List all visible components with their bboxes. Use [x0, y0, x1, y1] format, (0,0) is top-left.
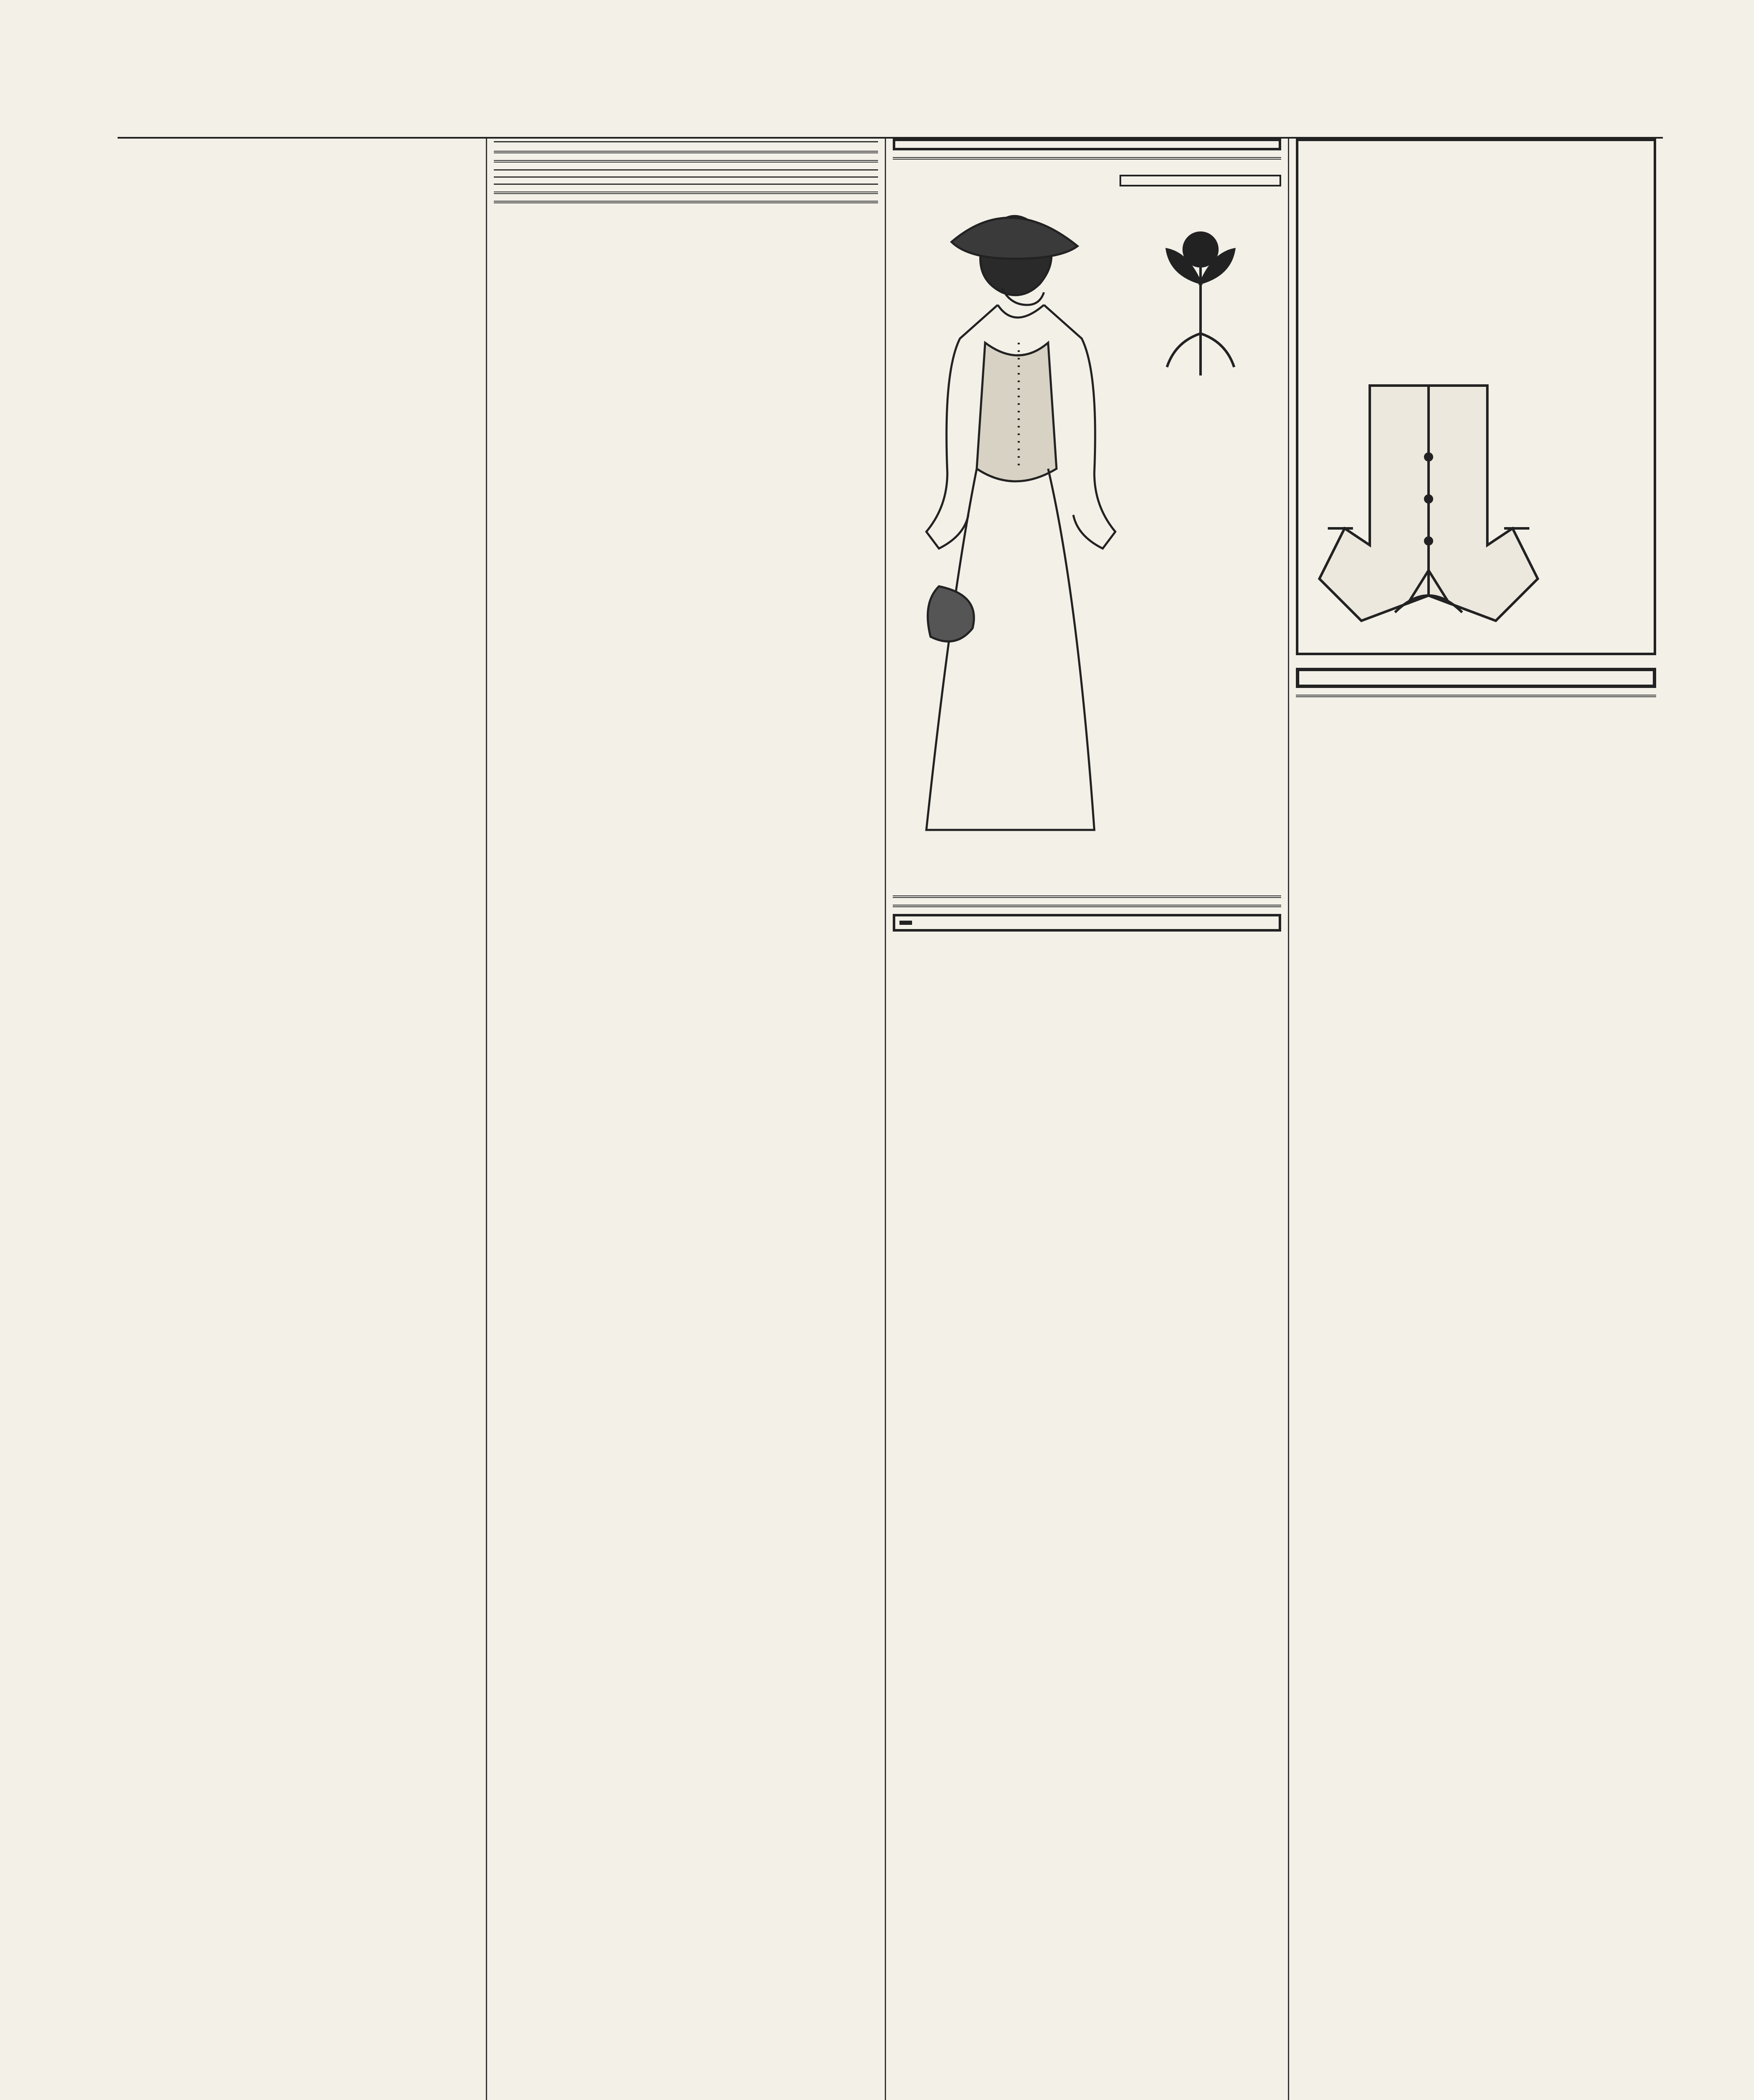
trade-books-ad [893, 139, 1281, 150]
divider [893, 905, 1281, 907]
divider [494, 201, 878, 203]
donation-sum-row [494, 141, 878, 144]
divider [494, 176, 878, 178]
flower-ornament [1159, 224, 1243, 384]
divider [893, 895, 1281, 898]
column-2 [487, 139, 886, 2100]
konfekce-ad [893, 166, 1281, 889]
radhost-ad [1296, 668, 1656, 688]
divider [494, 184, 878, 185]
divider [494, 169, 878, 171]
samek-ad [893, 914, 1281, 932]
divider [1296, 695, 1656, 697]
konfekce-box [1120, 175, 1281, 186]
shirt-illustration [1311, 352, 1546, 646]
divider [494, 160, 878, 163]
fiala-left [1546, 148, 1647, 646]
konfekce-text [1120, 166, 1281, 889]
fiala-ad-inverted [1305, 148, 1647, 646]
woman-jacket-illustration [893, 166, 1120, 880]
page-header [118, 105, 1663, 139]
fiala-body [1305, 148, 1647, 646]
samek-kdo [899, 921, 912, 925]
samek-header [899, 921, 1274, 925]
column-1 [118, 139, 487, 2100]
divider [494, 192, 878, 194]
divider [893, 157, 1281, 160]
column-3 [886, 139, 1289, 2100]
fiala-ad [1296, 139, 1656, 655]
column-4 [1289, 139, 1663, 2100]
divider [494, 151, 878, 153]
